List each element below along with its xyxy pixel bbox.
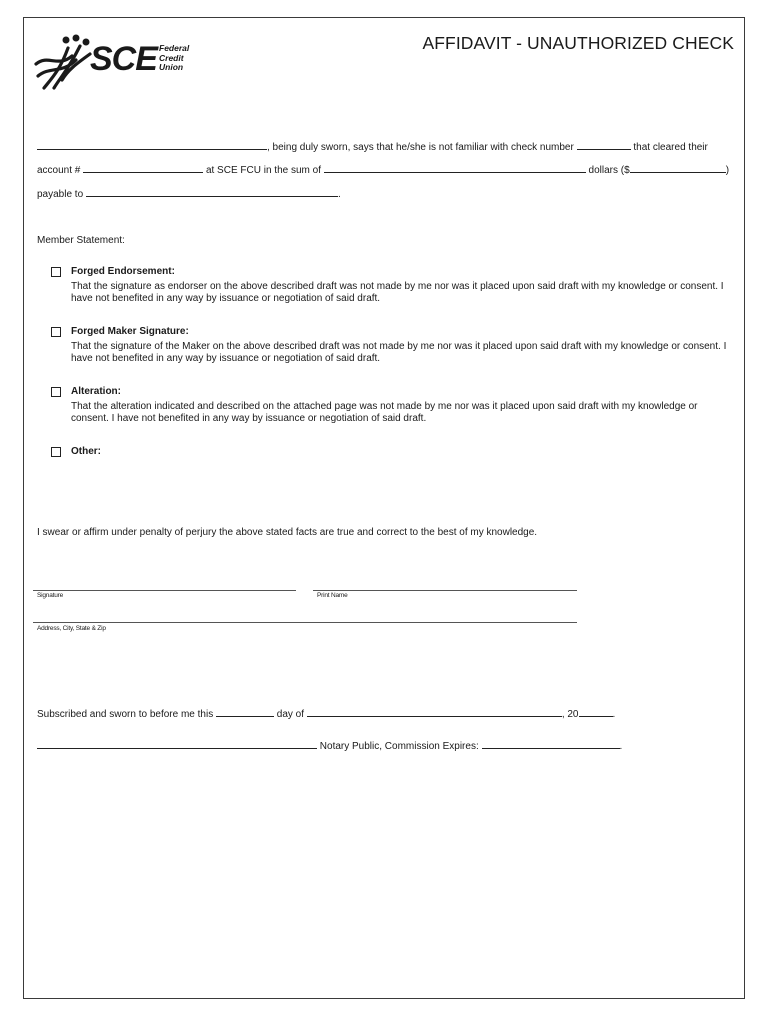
forged-maker-signature-checkbox[interactable] bbox=[51, 327, 61, 337]
alteration-checkbox[interactable] bbox=[51, 387, 61, 397]
option-body: That the signature as endorser on the above described draft was not made by me nor was it placed upon said draft with my knowledge or consent. I have not benefited in any way by issuance or negotiation of said draft. bbox=[71, 281, 724, 304]
logo-line-credit: Credit bbox=[159, 52, 184, 63]
print-name-label: Print Name bbox=[317, 592, 348, 599]
address-label: Address, City, State & Zip bbox=[37, 625, 106, 632]
dollars-close: ) bbox=[725, 165, 730, 176]
signature-line[interactable] bbox=[33, 590, 296, 591]
other-checkbox[interactable] bbox=[51, 447, 61, 457]
logo-text bbox=[159, 44, 189, 73]
sworn-text: , being duly sworn, says that he/she is not familiar with check number bbox=[267, 142, 574, 153]
subscribed-line bbox=[37, 707, 615, 721]
address-line[interactable] bbox=[33, 622, 577, 623]
account-number-field[interactable] bbox=[83, 163, 203, 173]
subscribed-text: Subscribed and sworn to before me this bbox=[37, 709, 214, 720]
cleared-text: that cleared their bbox=[633, 142, 708, 153]
dollars-label: dollars ($ bbox=[588, 165, 630, 176]
notary-end: . bbox=[619, 741, 623, 752]
month-field[interactable] bbox=[307, 707, 562, 717]
dollars-amount-field[interactable] bbox=[630, 163, 726, 173]
option-body: That the alteration indicated and described on the attached page was not made by me nor was it placed upon said draft with my knowledge or consent. I have not benefited in any way by issuance or negotiation of said draft. bbox=[71, 401, 698, 424]
notary-text: Notary Public, Commission Expires: bbox=[319, 741, 479, 752]
account-label: account # bbox=[37, 165, 81, 176]
intro-line-2 bbox=[37, 163, 729, 177]
payable-label: payable to bbox=[37, 189, 84, 200]
payee-field[interactable] bbox=[86, 187, 338, 197]
year-end: . bbox=[612, 709, 616, 720]
option-heading: Alteration: bbox=[71, 386, 121, 397]
option-heading: Forged Endorsement: bbox=[71, 266, 175, 277]
logo-line-union: Union bbox=[159, 62, 184, 72]
day-field[interactable] bbox=[216, 707, 274, 717]
commission-expires-field[interactable] bbox=[482, 739, 620, 749]
intro-line-1 bbox=[37, 140, 708, 154]
check-number-field[interactable] bbox=[577, 140, 631, 150]
affiant-name-field[interactable] bbox=[37, 140, 267, 150]
print-name-line[interactable] bbox=[313, 590, 577, 591]
logo-line-federal: Federal bbox=[159, 43, 190, 53]
sum-words-field[interactable] bbox=[324, 163, 586, 173]
signature-label: Signature bbox=[37, 592, 64, 599]
payable-end: . bbox=[337, 189, 341, 200]
forged-endorsement-checkbox[interactable] bbox=[51, 267, 61, 277]
intro-line-3 bbox=[37, 187, 341, 201]
option-body: That the signature of the Maker on the above described draft was not made by me nor was it placed upon said draft with my knowledge or consent. I have not benefited in any way by issuance or negotiation of said draft. bbox=[71, 341, 727, 364]
year-prefix: , 20 bbox=[561, 709, 579, 720]
option-heading: Other: bbox=[71, 446, 101, 457]
year-field[interactable] bbox=[579, 707, 613, 717]
notary-line bbox=[37, 739, 622, 753]
option-heading: Forged Maker Signature: bbox=[71, 326, 189, 337]
day-of-text: day of bbox=[276, 709, 305, 720]
logo-abbreviation: SCE bbox=[90, 40, 157, 78]
document-title: AFFIDAVIT - UNAUTHORIZED CHECK bbox=[422, 33, 734, 53]
member-statement-label: Member Statement: bbox=[37, 235, 125, 246]
notary-signature-field[interactable] bbox=[37, 739, 317, 749]
oath-statement: I swear or affirm under penalty of perjury the above stated facts are true and correct to the best of my knowledge. bbox=[37, 527, 538, 538]
sum-text: at SCE FCU in the sum of bbox=[205, 165, 321, 176]
